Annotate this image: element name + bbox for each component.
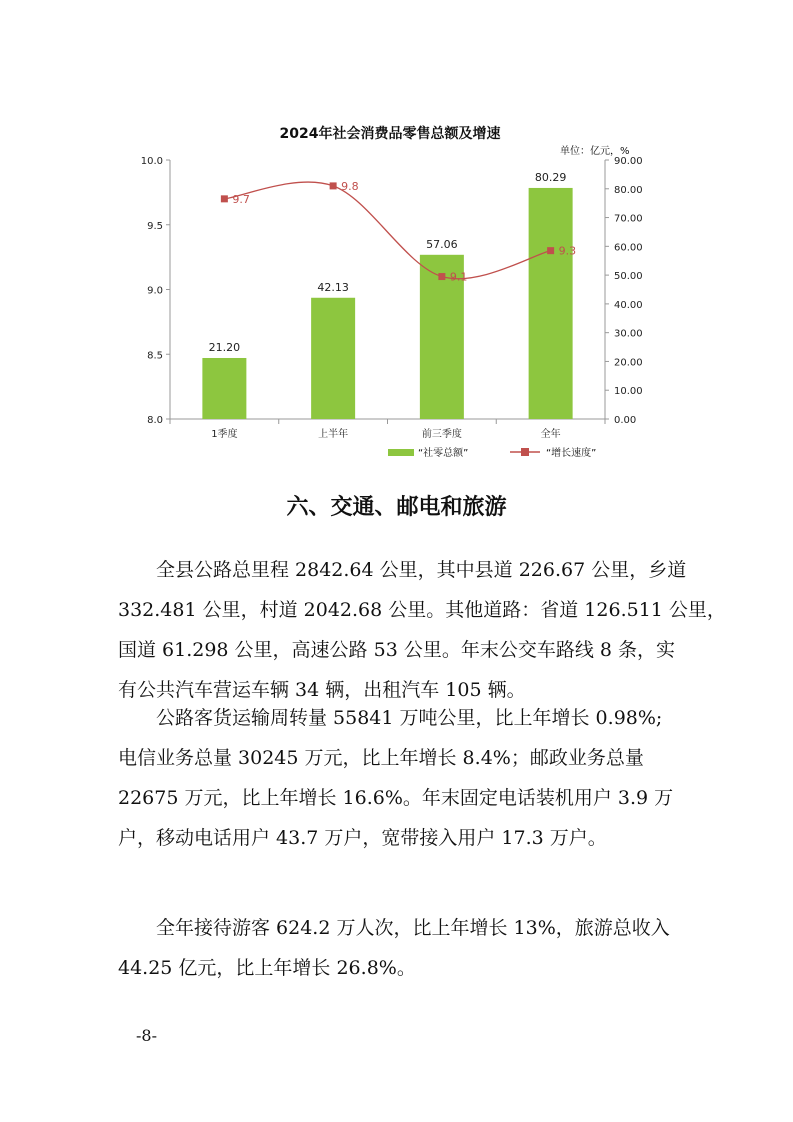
right-tick-label: 80.00 (614, 184, 643, 196)
paragraph-tourism (118, 908, 693, 988)
legend-label-sales: “社零总额” (418, 448, 469, 459)
text-line: 有公共汽车营运车辆 34 辆，出租汽车 105 辆。 (118, 679, 526, 701)
chart-title: 2024年社会消费品零售总额及增速 (279, 126, 501, 142)
text-line: 全年接待游客 624.2 万人次，比上年增长 13%，旅游总收入 (156, 917, 670, 939)
text-line: 332.481 公里，村道 2042.68 公里。其他道路：省道 126.511 公里， (118, 599, 726, 621)
bar (529, 188, 573, 419)
text-line: 全县公路总里程 2842.64 公里，其中县道 226.67 公里，乡道 (156, 559, 687, 581)
growth-marker (221, 195, 228, 202)
bar (311, 298, 355, 419)
text-line: 44.25 亿元，比上年增长 26.8%。 (118, 957, 416, 979)
growth-value-label: 9.1 (449, 270, 468, 284)
growth-value-label: 9.3 (558, 244, 577, 258)
right-tick-label: 90.00 (614, 156, 643, 167)
legend-label-growth: “增长速度” (546, 448, 597, 459)
right-tick-label: 10.00 (614, 386, 643, 398)
right-tick-label: 50.00 (614, 271, 643, 283)
chart-unit-note: 单位：亿元，% (560, 146, 630, 157)
category-labels (211, 427, 560, 440)
paragraph-transport (118, 550, 726, 710)
growth-marker (438, 273, 445, 280)
growth-value-label: 9.7 (232, 192, 250, 206)
section-title: 六、交通、邮电和旅游 (286, 495, 507, 520)
bar-value-label: 21.20 (208, 340, 241, 354)
bar-value-label: 42.13 (317, 280, 349, 294)
category-label: 前三季度 (421, 429, 462, 440)
right-tick-label: 60.00 (614, 242, 643, 254)
left-tick-label: 8.0 (147, 415, 163, 426)
bar-series (202, 188, 572, 419)
growth-marker (330, 182, 337, 189)
left-tick-label: 10.0 (140, 156, 163, 167)
text-line: 电信业务总量 30245 万元，比上年增长 8.4%；邮政业务总量 (118, 747, 644, 769)
category-label: 全年 (540, 429, 561, 440)
left-tick-label: 8.5 (147, 350, 163, 362)
growth-line (224, 179, 550, 279)
growth-marker (547, 247, 554, 254)
growth-value-label: 9.8 (341, 179, 359, 193)
right-tick-label: 0.00 (614, 415, 637, 426)
right-tick-label: 20.00 (614, 357, 643, 369)
bar-value-label: 57.06 (426, 237, 458, 251)
right-tick-label: 30.00 (614, 328, 643, 340)
line-series (221, 180, 576, 284)
text-line: 公路客货运输周转量 55841 万吨公里，比上年增长 0.98%; (156, 707, 663, 729)
bar-value-labels (209, 171, 567, 354)
text-line: 户，移动电话用户 43.7 万户，宽带接入用户 17.3 万户。 (118, 827, 607, 849)
text-line: 22675 万元，比上年增长 16.6%。年末固定电话装机用户 3.9 万 (118, 787, 674, 809)
text-line: 国道 61.298 公里，高速公路 53 公里。年末公交车路线 8 条，实 (118, 639, 675, 661)
category-label: 1季度 (211, 429, 238, 440)
legend-swatch-sales (388, 449, 414, 456)
left-tick-label: 9.5 (147, 220, 163, 232)
category-label: 上半年 (318, 429, 349, 440)
chart-legend (388, 446, 596, 459)
bar (202, 358, 246, 419)
right-tick-label: 40.00 (614, 299, 643, 311)
paragraph-telecom-post (118, 698, 693, 858)
page-number: -8- (136, 1026, 157, 1045)
left-tick-label: 9.0 (147, 285, 163, 297)
right-tick-label: 70.00 (614, 213, 643, 225)
bar-value-label: 80.29 (534, 170, 567, 184)
legend-swatch-growth-marker (521, 448, 529, 456)
retail-sales-chart (100, 112, 700, 467)
